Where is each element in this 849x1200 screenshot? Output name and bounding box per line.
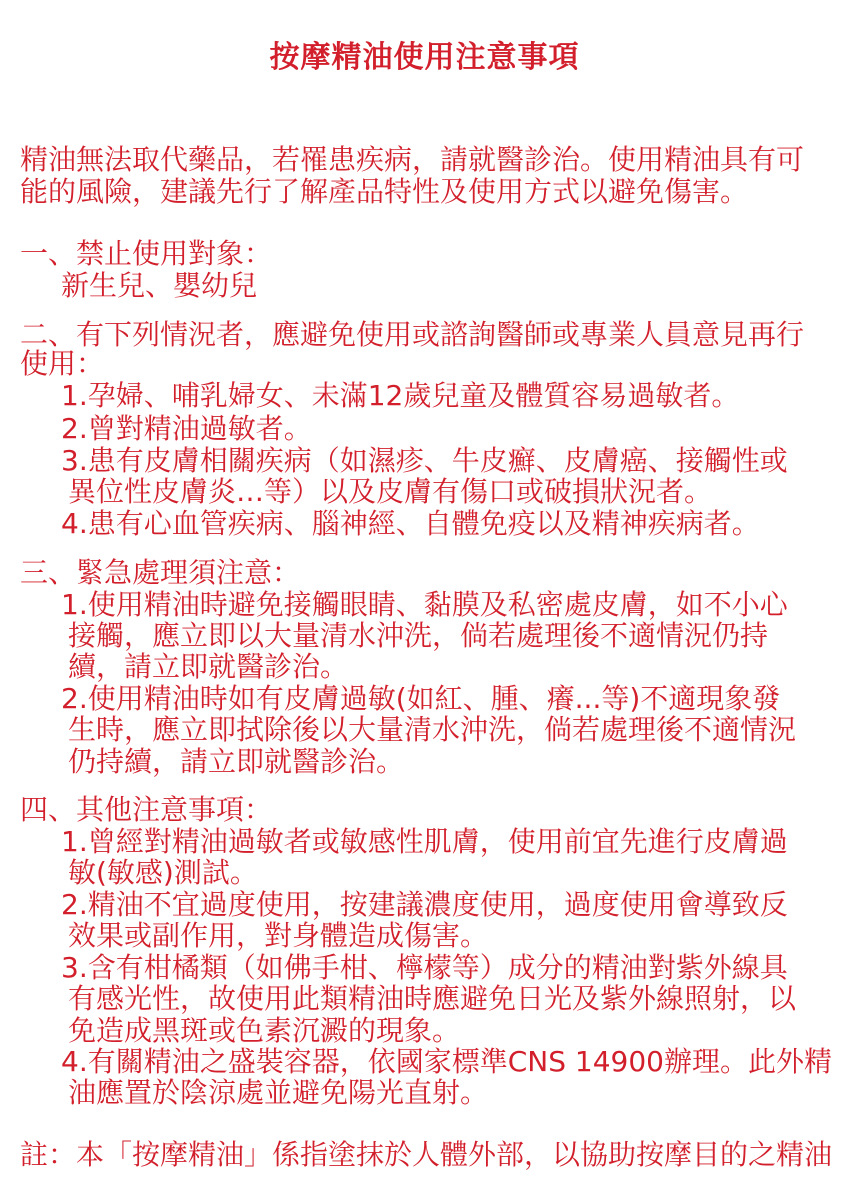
section-item: 生時，應立即拭除後以大量清水沖洗，倘若處理後不適情況 [68,713,797,746]
intro-line: 精油無法取代藥品，若罹患疾病，請就醫診治。使用精油具有可 [20,143,805,176]
section-item: 3.含有柑橘類（如佛手柑、檸檬等）成分的精油對紫外線具 [61,951,788,984]
section-item: 接觸，應立即以大量清水沖洗，倘若處理後不適情況仍持 [68,619,769,652]
section-heading: 二、有下列情況者，應避免使用或諮詢醫師或專業人員意見再行 [20,318,805,351]
section-item: 新生兒、嬰幼兒 [61,269,258,302]
footnote: 註：本「按摩精油」係指塗抹於人體外部，以協助按摩目的之精油 [20,1138,833,1171]
section-item: 有感光性，故使用此類精油時應避免日光及紫外線照射，以 [68,982,797,1015]
section-item: 2.使用精油時如有皮膚過敏(如紅、腫、癢...等)不適現象發 [61,682,781,715]
section-item: 2.曾對精油過敏者。 [61,412,312,445]
section-item: 續，請立即就醫診治。 [68,650,349,683]
section-item: 2.精油不宜過度使用，按建議濃度使用，過度使用會導致反 [61,888,788,921]
section-heading: 四、其他注意事項： [20,793,273,826]
section-item: 1.使用精油時避免接觸眼睛、黏膜及私密處皮膚，如不小心 [61,588,788,621]
section-item: 仍持續，請立即就醫診治。 [68,745,405,778]
section-item: 4.患有心血管疾病、腦神經、自體免疫以及精神疾病者。 [61,507,760,540]
intro-line: 能的風險，建議先行了解產品特性及使用方式以避免傷害。 [20,175,749,208]
section-item: 免造成黑斑或色素沉澱的現象。 [68,1014,461,1047]
section-item: 4.有關精油之盛裝容器，依國家標準CNS 14900辦理。此外精 [61,1045,832,1078]
section-item: 異位性皮膚炎…等）以及皮膚有傷口或破損狀況者。 [68,475,713,508]
section-item: 3.患有皮膚相關疾病（如濕疹、牛皮癬、皮膚癌、接觸性或 [61,444,788,477]
section-item: 油應置於陰涼處並避免陽光直射。 [68,1076,489,1109]
section-heading: 三、緊急處理須注意： [20,556,301,589]
section-heading-continued: 使用： [20,347,105,380]
section-item: 效果或副作用，對身體造成傷害。 [68,919,489,952]
section-item: 1.曾經對精油過敏者或敏感性肌膚，使用前宜先進行皮膚過 [61,825,788,858]
section-heading: 一、禁止使用對象： [20,237,273,270]
page-title: 按摩精油使用注意事項 [269,40,580,75]
section-item: 敏(敏感)測試。 [68,856,258,889]
section-item: 1.孕婦、哺乳婦女、未滿12歲兒童及體質容易過敏者。 [61,379,740,412]
